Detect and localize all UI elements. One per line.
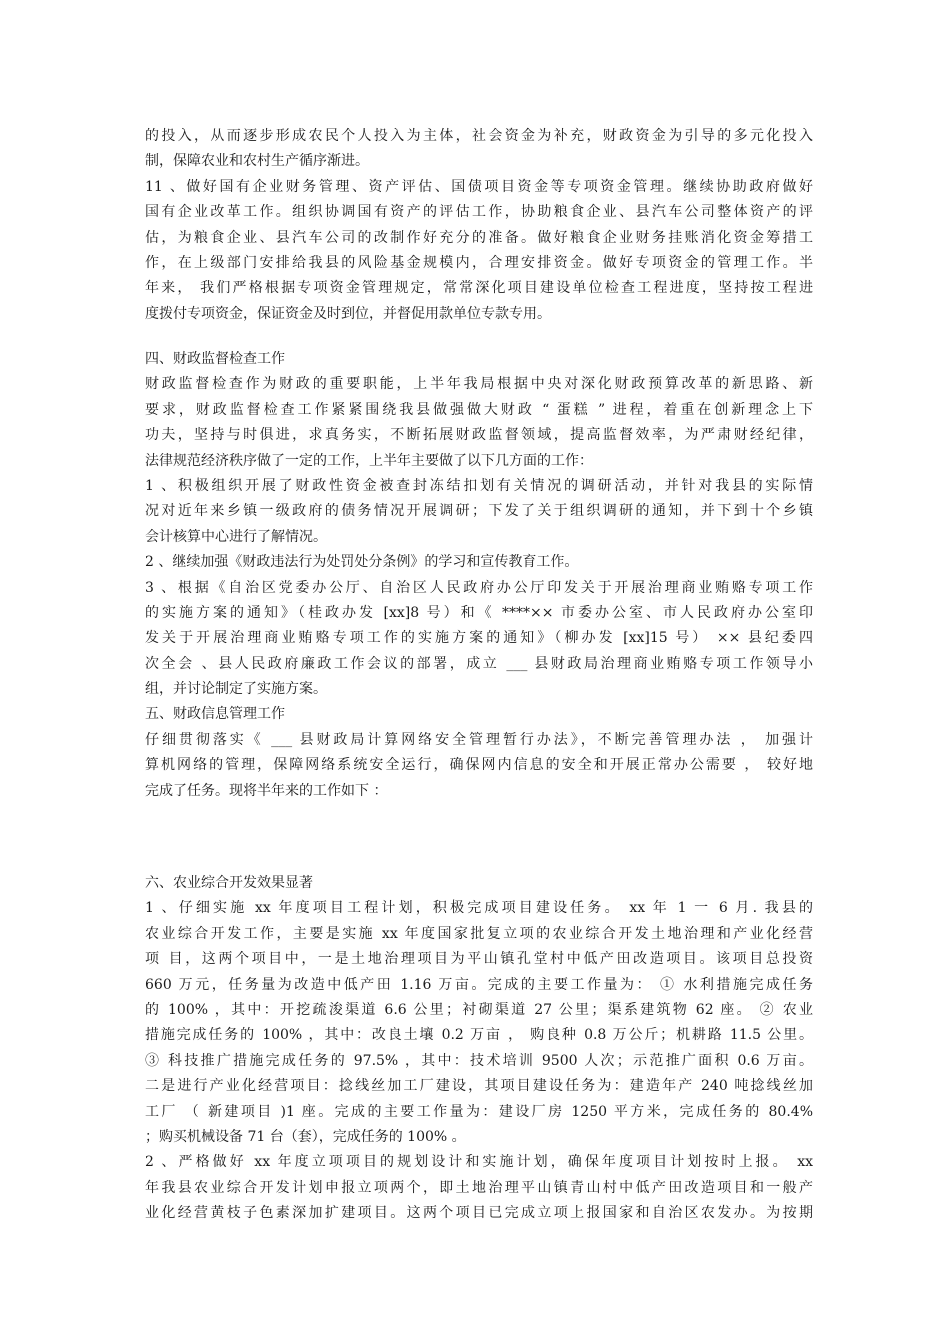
text-line: 工厂 （ 新建项目 )1 座。完成的主要工作量为：建设厂房 1250 平方米，完成任务的 80.4%: [145, 1103, 813, 1120]
text-line: ；购买机械设备 71 台（套），完成任务的 100% 。: [145, 1128, 466, 1145]
text-line: 五、财政信息管理工作: [145, 706, 285, 723]
text-line: 2 、严格做好 xx 年度立项项目的规划设计和实施计划，确保年度项目计划按时上报。 xx: [145, 1154, 813, 1171]
section-agricultural-development: [145, 871, 813, 1226]
text-line: 660 万元，任务量为改造中低产田 1.16 万亩。完成的主要工作量为： ① 水利措施完成任务: [145, 976, 813, 993]
text-line: 法律规范经济秩序做了一定的工作，上半年主要做了以下几方面的工作：: [145, 452, 593, 469]
text-line: 1 、积极组织开展了财政性资金被查封冻结扣划有关情况的调研活动，并针对我县的实际情: [145, 477, 813, 494]
text-line: 六、农业综合开发效果显著: [145, 875, 313, 891]
text-line: 发关于开展治理商业贿赂专项工作的实施方案的通知》（柳办发 [xx]15 号） ×× 县纪委四: [145, 630, 813, 647]
text-line: 要求，财政监督检查工作紧紧围绕我县做强做大财政 “ 蛋糕 ” 进程，着重在创新理念上下: [145, 401, 813, 418]
text-line: 11 、做好国有企业财务管理、资产评估、国债项目资金等专项资金管理。继续协助政府做好: [145, 178, 813, 195]
text-line: 的 100% ，其中：开挖疏浚渠道 6.6 公里；衬砌渠道 27 公里；渠系建筑物 62 座。 ② 农业: [145, 1001, 813, 1018]
text-line: 会计核算中心进行了解情况。: [145, 528, 327, 545]
text-line: 农业综合开发工作，主要是实施 xx 年度国家批复立项的农业综合开发土地治理和产业化经营: [145, 925, 813, 942]
text-line: 的实施方案的通知》（桂政办发 [xx]8 号）和《 ****×× 市委办公室、市人民政府办公室印: [145, 604, 813, 621]
text-line: 次全会 、县人民政府廉政工作会议的部署，成立 ___ 县财政局治理商业贿赂专项工作领导小: [145, 655, 813, 672]
text-line: 1 、仔细实施 xx 年度项目工程计划，积极完成项目建设任务。 xx 年 1 一 6 月. 我县的: [145, 900, 813, 917]
text-line: 项 目，这两个项目中，一是土地治理项目为平山镇孔堂村中低产田改造项目。该项目总投资: [145, 951, 813, 968]
text-line: 作，在上级部门安排给我县的风险基金规模内，合理安排资金。做好专项资金的管理工作。半: [145, 254, 813, 271]
text-line: 算机网络的管理，保障网络系统安全运行，确保网内信息的安全和开展正常办公需要 ， 较好地: [145, 757, 813, 774]
text-line: 组，并讨论制定了实施方案。: [145, 681, 327, 698]
text-line: ③ 科技推广措施完成任务的 97.5% ，其中：技术培训 9500 人次；示范推广面积 0.6 万亩。: [145, 1052, 813, 1069]
text-line: 措施完成任务的 100% ，其中：改良土壤 0.2 万亩 ， 购良种 0.8 万公斤；机耕路 11.5 公里。: [145, 1027, 813, 1044]
text-line: 四、财政监督检查工作: [145, 351, 285, 367]
text-line: 制，保障农业和农村生产循序渐进。: [145, 153, 369, 170]
text-line: 财政监督检查作为财政的重要职能，上半年我局根据中央对深化财政预算改革的新思路、新: [145, 376, 813, 393]
text-line: 2 、继续加强《财政违法行为处罚处分条例》的学习和宣传教育工作。: [145, 554, 579, 571]
section-supervision-and-information: [145, 347, 813, 804]
text-line: 的投入，从而逐步形成农民个人投入为主体，社会资金为补充，财政资金为引导的多元化投入: [145, 128, 813, 144]
text-line: 国有企业改革工作。组织协调国有资产的评估工作，协助粮食企业、县汽车公司整体资产的评: [145, 204, 813, 221]
section-investment-and-soe-management: [145, 124, 813, 327]
text-line: 年来， 我们严格根据专项资金管理规定，常常深化项目建设单位检查工程进度，坚持按工程进: [145, 280, 813, 297]
text-line: 估，为粮食企业、县汽车公司的改制作好充分的准备。做好粮食企业财务挂账消化资金筹措工: [145, 229, 813, 246]
text-line: 3 、根据《自治区党委办公厅、自治区人民政府办公厅印发关于开展治理商业贿赂专项工作: [145, 579, 813, 596]
text-line: 二是进行产业化经营项目：捻线丝加工厂建设，其项目建设任务为：建造年产 240 吨捻线丝加: [145, 1078, 813, 1095]
text-line: 功夫，坚持与时俱进，求真务实，不断拓展财政监督领域，提高监督效率，为严肃财经纪律，: [145, 427, 813, 444]
text-line: 度拨付专项资金，保证资金及时到位，并督促用款单位专款专用。: [145, 305, 551, 322]
text-line: 况对近年来乡镇一级政府的债务情况开展调研；下发了关于组织调研的通知，并下到十个乡镇: [145, 503, 813, 520]
text-line: 年我县农业综合开发计划申报立项两个，即土地治理平山镇青山村中低产田改造项目和一般产: [145, 1179, 813, 1196]
text-line: 业化经营黄枝子色素深加扩建项目。这两个项目已完成立项上报国家和自治区农发办。为按期: [145, 1205, 813, 1222]
text-line: 仔细贯彻落实《 ___ 县财政局计算网络安全管理暂行办法》，不断完善管理办法 ， 加强计: [145, 731, 813, 748]
text-line: 完成了任务。现将半年来的工作如下 ：: [145, 782, 388, 799]
